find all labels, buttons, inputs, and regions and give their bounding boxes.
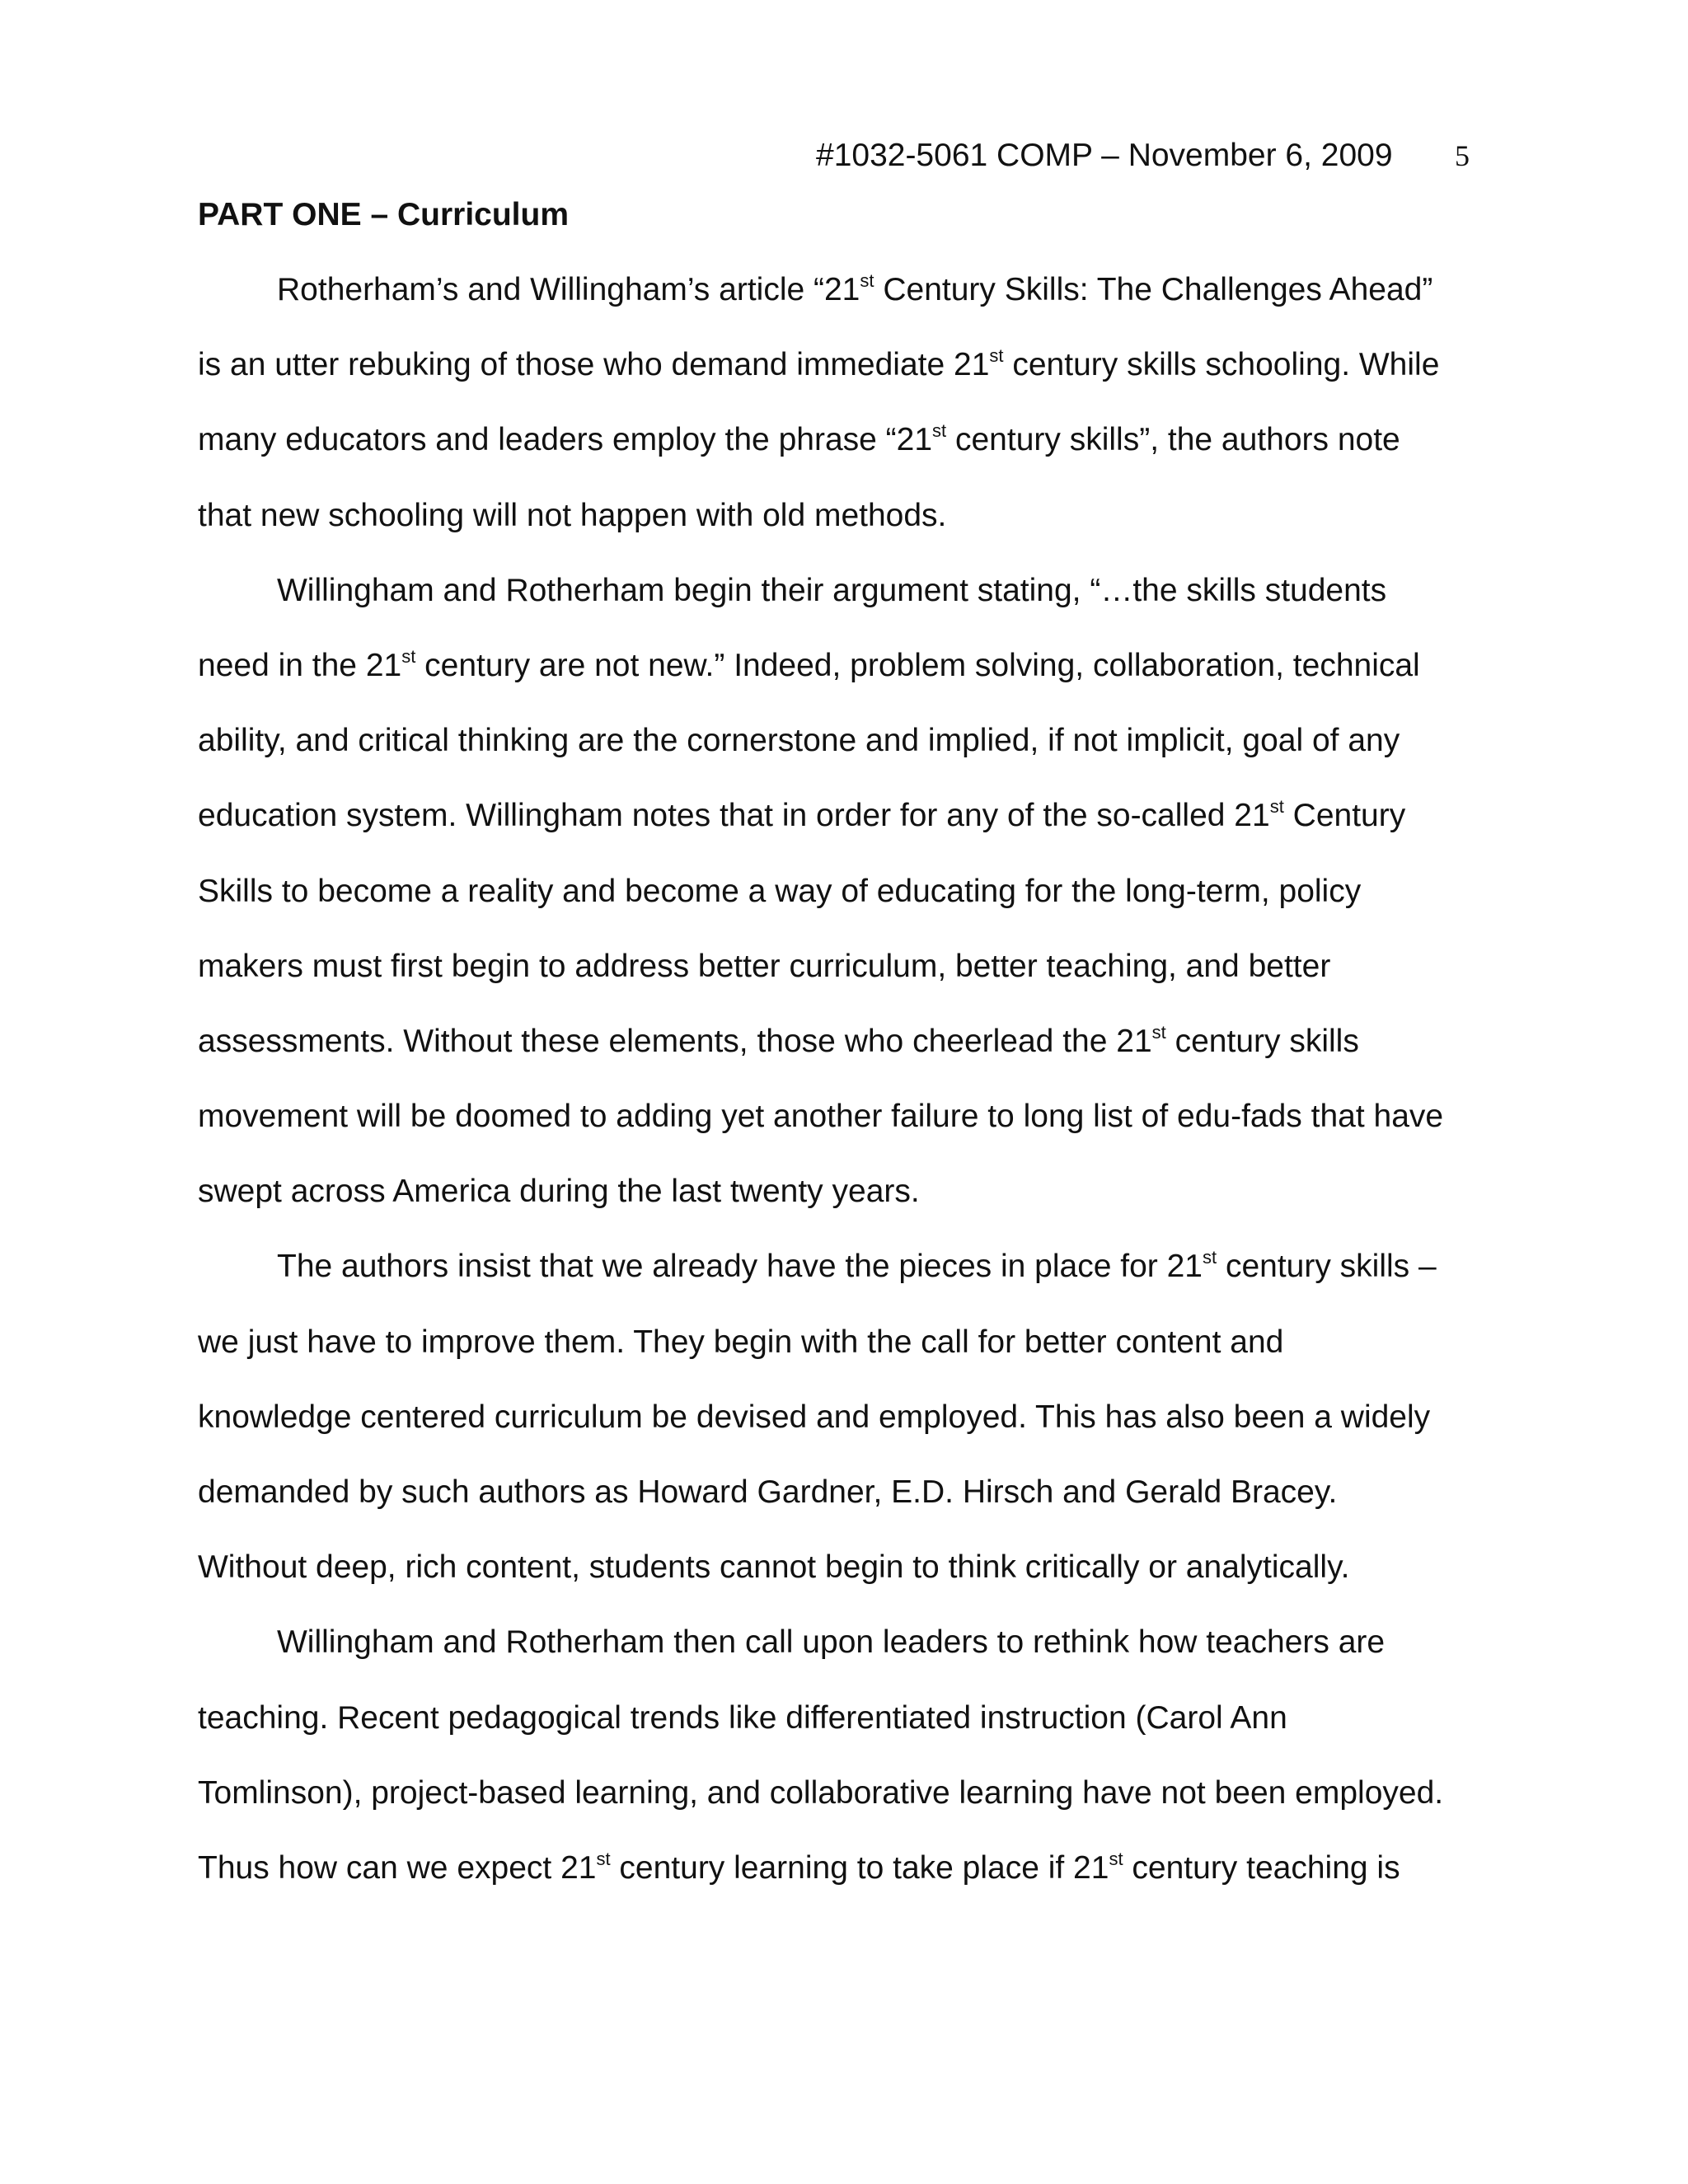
text-segment: demanded by such authors as Howard Gardner, E.D. Hirsch and Gerald Bracey. [198, 1474, 1338, 1510]
text-line [198, 419, 1484, 494]
text-segment: Willingham and Rotherham begin their argument stating, “…the skills students [277, 572, 1387, 608]
text-line [198, 1020, 1484, 1095]
page-header [816, 135, 1492, 176]
text-segment: century teaching is [1123, 1849, 1400, 1886]
text-segment: we just have to improve them. They begin with the call for better content and [198, 1324, 1284, 1360]
text-segment: century skills”, the authors note [946, 422, 1400, 458]
text-segment: that new schooling will not happen with old methods. [198, 497, 947, 533]
text-line [198, 1396, 1484, 1471]
text-segment: Tomlinson), project-based learning, and collaborative learning have not been employed. [198, 1774, 1444, 1811]
text-line [198, 1170, 1484, 1245]
text-line [198, 1471, 1484, 1546]
text-line [198, 269, 1484, 344]
text-segment: is an utter rebuking of those who demand immediate 21 [198, 347, 990, 383]
text-segment: education system. Willingham notes that in order for any of the so-called 21 [198, 798, 1270, 834]
text-line [198, 1847, 1484, 1922]
text-line [198, 1772, 1484, 1847]
text-line [198, 1621, 1484, 1696]
text-line [198, 1546, 1484, 1621]
text-segment: makers must first begin to address better curriculum, better teaching, and better [198, 948, 1331, 984]
text-line [198, 494, 1484, 569]
superscript: st [932, 420, 947, 442]
superscript: st [1109, 1848, 1123, 1869]
document-reference: #1032-5061 COMP – November 6, 2009 [816, 138, 1393, 173]
text-segment: need in the 21 [198, 647, 402, 683]
text-line [198, 870, 1484, 945]
text-line [198, 794, 1484, 869]
text-segment: movement will be doomed to adding yet another failure to long list of edu-fads that have [198, 1099, 1444, 1135]
text-segment: knowledge centered curriculum be devised and employed. This has also been a widely [198, 1399, 1431, 1435]
text-segment: The authors insist that we already have the pieces in place for 21 [277, 1249, 1203, 1285]
text-line [198, 644, 1484, 719]
text-segment: teaching. Recent pedagogical trends like differentiated instruction (Carol Ann [198, 1699, 1287, 1736]
text-segment: Rotherham’s and Willingham’s article “21 [277, 272, 860, 307]
superscript: st [596, 1848, 611, 1869]
superscript: st [1151, 1021, 1166, 1043]
superscript: st [860, 270, 874, 291]
text-segment: century skills – [1217, 1249, 1437, 1285]
text-segment: Skills to become a reality and become a way of educating for the long-term, policy [198, 873, 1362, 909]
text-segment: Century Skills: The Challenges Ahead” [874, 272, 1433, 307]
text-segment: Willingham and Rotherham then call upon leaders to rethink how teachers are [277, 1624, 1386, 1661]
text-line [198, 1697, 1484, 1772]
text-segment: century learning to take place if 21 [610, 1849, 1109, 1886]
text-line [198, 1095, 1484, 1170]
section-heading: PART ONE – Curriculum [198, 197, 570, 232]
text-segment: century skills [1165, 1023, 1359, 1059]
text-segment: century are not new.” Indeed, problem solving, collaboration, technical [415, 647, 1420, 683]
text-segment: assessments. Without these elements, those who cheerlead the 21 [198, 1023, 1152, 1059]
text-segment: Century [1283, 798, 1406, 834]
text-line [198, 344, 1484, 419]
superscript: st [401, 645, 416, 667]
superscript: st [1202, 1247, 1217, 1268]
superscript: st [989, 345, 1004, 367]
text-segment: Without deep, rich content, students cannot begin to think critically or analytically. [198, 1549, 1350, 1586]
text-segment: ability, and critical thinking are the cornerstone and implied, if not implicit, goal of any [198, 723, 1400, 759]
text-line [198, 719, 1484, 794]
text-line [198, 569, 1484, 644]
text-line [198, 1245, 1484, 1320]
body-text [198, 269, 1484, 1922]
text-segment: many educators and leaders employ the phrase “21 [198, 422, 933, 458]
text-segment: Thus how can we expect 21 [198, 1849, 597, 1886]
text-segment: century skills schooling. While [1003, 347, 1440, 383]
page-number: 5 [1455, 139, 1470, 172]
text-line [198, 1321, 1484, 1396]
text-segment: swept across America during the last twenty years. [198, 1174, 920, 1210]
text-line [198, 945, 1484, 1020]
superscript: st [1269, 796, 1284, 818]
